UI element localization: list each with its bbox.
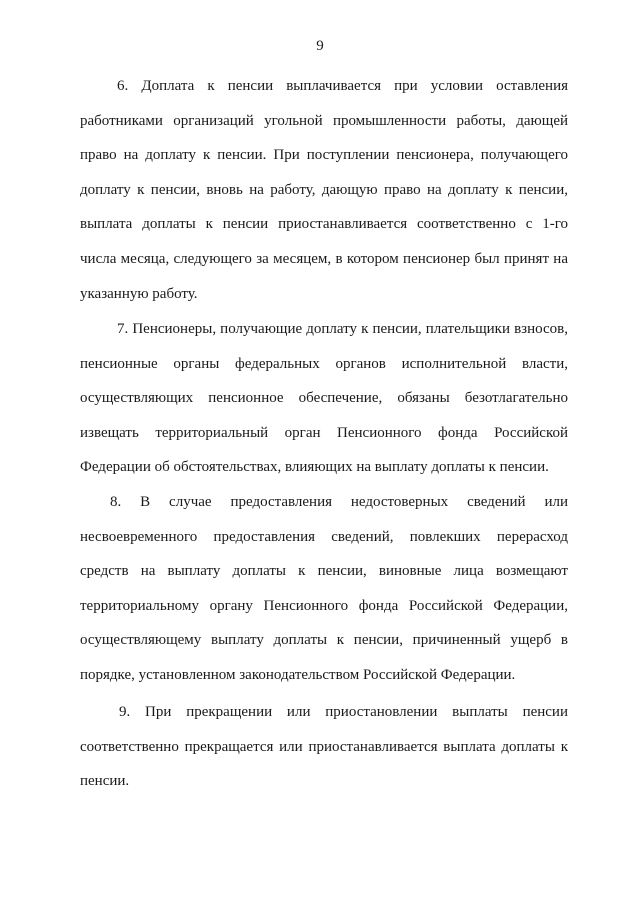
paragraph-9 xyxy=(80,695,568,799)
paragraph-line: Федерации об обстоятельствах, влияющих на выплату доплаты к пенсии. xyxy=(80,459,549,476)
paragraph-line: соответственно прекращается или приостанавливается выплата доплаты к xyxy=(80,738,568,755)
paragraph-line: осуществляющих пенсионное обеспечение, обязаны безотлагательно xyxy=(80,390,568,407)
paragraph-line: несвоевременного предоставления сведений, повлекших перерасход xyxy=(80,528,568,545)
paragraph-line: 9. При прекращении или приостановлении выплаты пенсии xyxy=(119,704,568,720)
paragraph-line: пенсионные органы федеральных органов исполнительной власти, xyxy=(80,355,568,372)
paragraph-6 xyxy=(80,69,568,311)
paragraph-line: право на доплату к пенсии. При поступлении пенсионера, получающего xyxy=(80,147,568,164)
paragraph-8 xyxy=(80,485,568,693)
paragraph-line: работниками организаций угольной промышленности работы, дающей xyxy=(80,112,568,129)
page-number: 9 xyxy=(316,38,324,54)
paragraph-line: средств на выплату доплаты к пенсии, виновные лица возмещают xyxy=(80,563,568,580)
paragraph-line: 6. Доплата к пенсии выплачивается при условии оставления xyxy=(117,78,568,94)
paragraph-line: числа месяца, следующего за месяцем, в котором пенсионер был принят на xyxy=(80,250,568,267)
paragraph-line: извещать территориальный орган Пенсионного фонда Российской xyxy=(80,424,568,441)
paragraph-line: территориальному органу Пенсионного фонда Российской Федерации, xyxy=(80,597,568,614)
paragraph-7 xyxy=(80,312,568,485)
paragraph-line: пенсии. xyxy=(80,773,130,790)
paragraph-line: 8. В случае предоставления недостоверных сведений или xyxy=(110,494,568,510)
paragraph-line: выплата доплаты к пенсии приостанавливается соответственно с 1-го xyxy=(80,216,568,233)
paragraph-line: указанную работу. xyxy=(80,285,198,302)
paragraph-line: доплату к пенсии, вновь на работу, дающую право на доплату к пенсии, xyxy=(80,181,568,198)
paragraph-line: осуществляющему выплату доплаты к пенсии, причиненный ущерб в xyxy=(80,632,568,649)
paragraph-line: порядке, установленном законодательством Российской Федерации. xyxy=(80,666,516,683)
paragraph-line: 7. Пенсионеры, получающие доплату к пенсии, плательщики взносов, xyxy=(117,321,568,337)
